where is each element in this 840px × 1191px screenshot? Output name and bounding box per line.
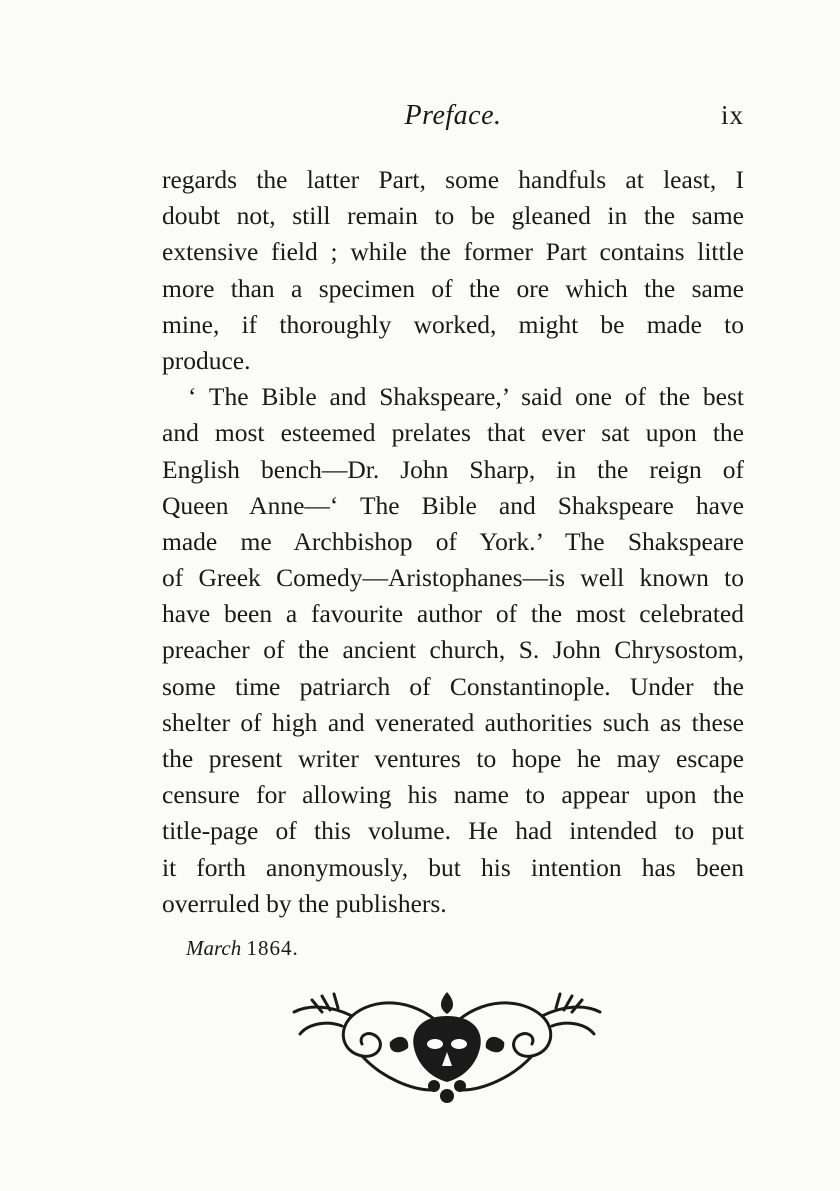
- text-line: preacher of the ancient church, S. John Chrysostom,: [162, 635, 744, 665]
- text-line: overruled by the publishers.: [162, 888, 447, 918]
- dateline-year: 1864.: [246, 936, 299, 960]
- text-line: produce.: [162, 345, 251, 375]
- text-line: extensive field ; while the former Part contains little: [162, 237, 744, 267]
- text-line: some time patriarch of Constantinople. Under the: [162, 671, 744, 701]
- text-line: doubt not, still remain to be gleaned in the same: [162, 201, 744, 231]
- text-line: made me Archbishop of York.’ The Shakspeare: [162, 526, 744, 556]
- body-text: [162, 162, 744, 922]
- text-line: of Greek Comedy—Aristophanes—is well known to: [162, 563, 744, 593]
- page-number: ix: [720, 100, 744, 130]
- text-line: regards the latter Part, some handfuls at least, I: [162, 165, 744, 194]
- dateline-month: March: [186, 936, 242, 960]
- text-line: ‘ The Bible and Shakspeare,’ said one of the best: [188, 382, 744, 412]
- text-line: censure for allowing his name to appear upon the: [162, 780, 744, 810]
- text-line: mine, if thoroughly worked, might be made to: [162, 309, 744, 339]
- text-line: have been a favourite author of the most celebrated: [162, 599, 744, 629]
- text-line: it forth anonymously, but his intention has been: [162, 852, 744, 882]
- text-line: more than a specimen of the ore which the same: [162, 273, 744, 303]
- text-line: English bench—Dr. John Sharp, in the reign of: [162, 454, 744, 484]
- running-title: Preface.: [404, 100, 502, 131]
- running-head: [162, 100, 744, 140]
- text-line: Queen Anne—‘ The Bible and Shakspeare have: [162, 490, 744, 520]
- text-line: the present writer ventures to hope he may escape: [162, 744, 744, 773]
- text-line: and most esteemed prelates that ever sat upon the: [162, 418, 744, 448]
- dateline: [186, 936, 299, 961]
- text-line: title-page of this volume. He had intended to put: [162, 816, 744, 846]
- text-line: shelter of high and venerated authorities such as these: [162, 707, 744, 737]
- tailpiece-ornament-icon: [282, 986, 612, 1106]
